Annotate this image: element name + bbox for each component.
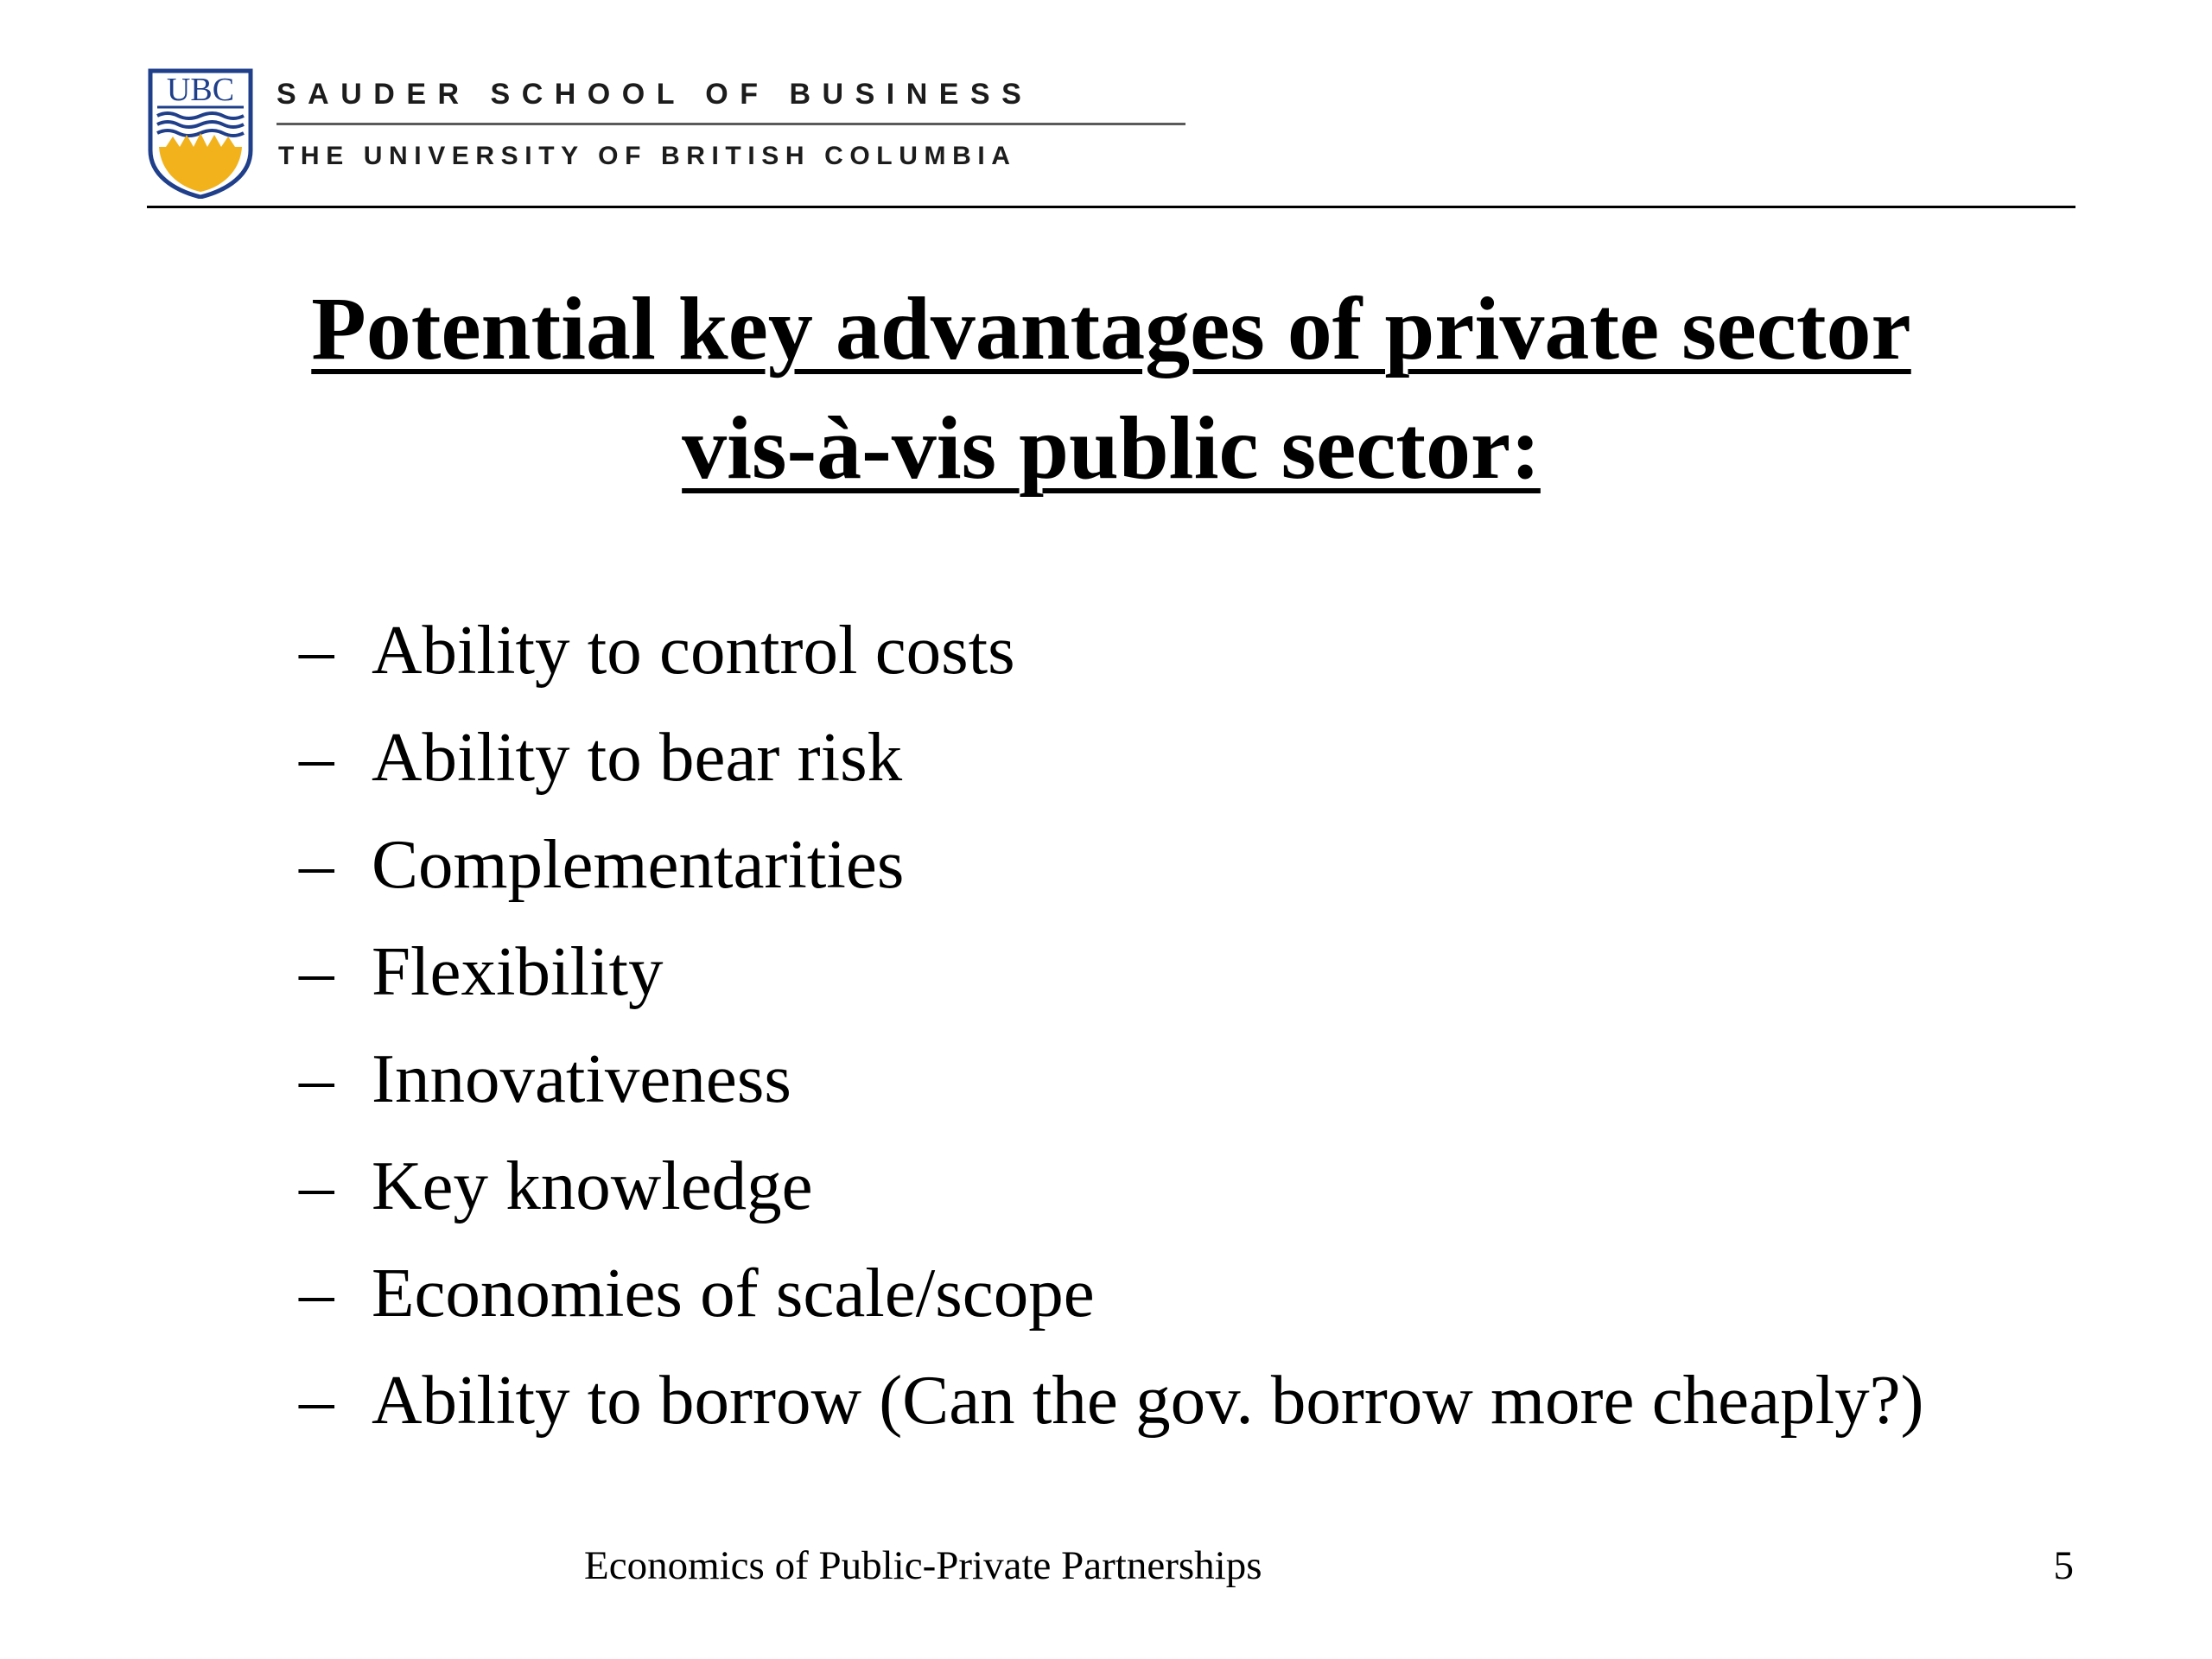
dash-bullet-icon: – xyxy=(299,1039,334,1117)
list-item xyxy=(299,1346,2113,1453)
page-number: 5 xyxy=(2053,1543,2074,1588)
slide-title-line-2: vis-à-vis public sector: xyxy=(682,398,1541,498)
school-name: SAUDER SCHOOL OF BUSINESS xyxy=(276,78,1033,111)
list-item xyxy=(299,703,2113,810)
header-divider xyxy=(276,123,1185,125)
slide-header xyxy=(147,67,2082,206)
footer-title: Economics of Public-Private Partnerships xyxy=(584,1543,1262,1588)
list-item xyxy=(299,1025,2113,1132)
bullet-text: Flexibility xyxy=(372,932,664,1010)
bullet-text: Ability to control costs xyxy=(372,611,1015,689)
slide-title-line-1: Potential key advantages of private sector xyxy=(311,279,1911,378)
dash-bullet-icon: – xyxy=(299,825,334,903)
list-item xyxy=(299,596,2113,703)
list-item xyxy=(299,1132,2113,1239)
list-item xyxy=(299,918,2113,1025)
bullet-list xyxy=(299,596,2113,1453)
list-item xyxy=(299,810,2113,918)
bullet-text: Complementarities xyxy=(372,825,905,903)
dash-bullet-icon: – xyxy=(299,1147,334,1224)
bullet-text: Innovativeness xyxy=(372,1039,791,1117)
ubc-crest-logo xyxy=(147,67,254,199)
bullet-text: Ability to bear risk xyxy=(372,718,903,796)
slide-title xyxy=(147,270,2075,508)
dash-bullet-icon: – xyxy=(299,611,334,689)
list-item xyxy=(299,1239,2113,1346)
university-name: THE UNIVERSITY OF BRITISH COLUMBIA xyxy=(278,142,1017,170)
dash-bullet-icon: – xyxy=(299,932,334,1010)
header-underline xyxy=(147,206,2075,208)
bullet-text: Key knowledge xyxy=(372,1147,813,1224)
bullet-text: Ability to borrow (Can the gov. borrow more cheaply?) xyxy=(372,1361,1924,1439)
dash-bullet-icon: – xyxy=(299,1361,334,1439)
ubc-logo-lettering: UBC xyxy=(166,72,235,108)
dash-bullet-icon: – xyxy=(299,1254,334,1332)
dash-bullet-icon: – xyxy=(299,718,334,796)
bullet-text: Economies of scale/scope xyxy=(372,1254,1095,1332)
